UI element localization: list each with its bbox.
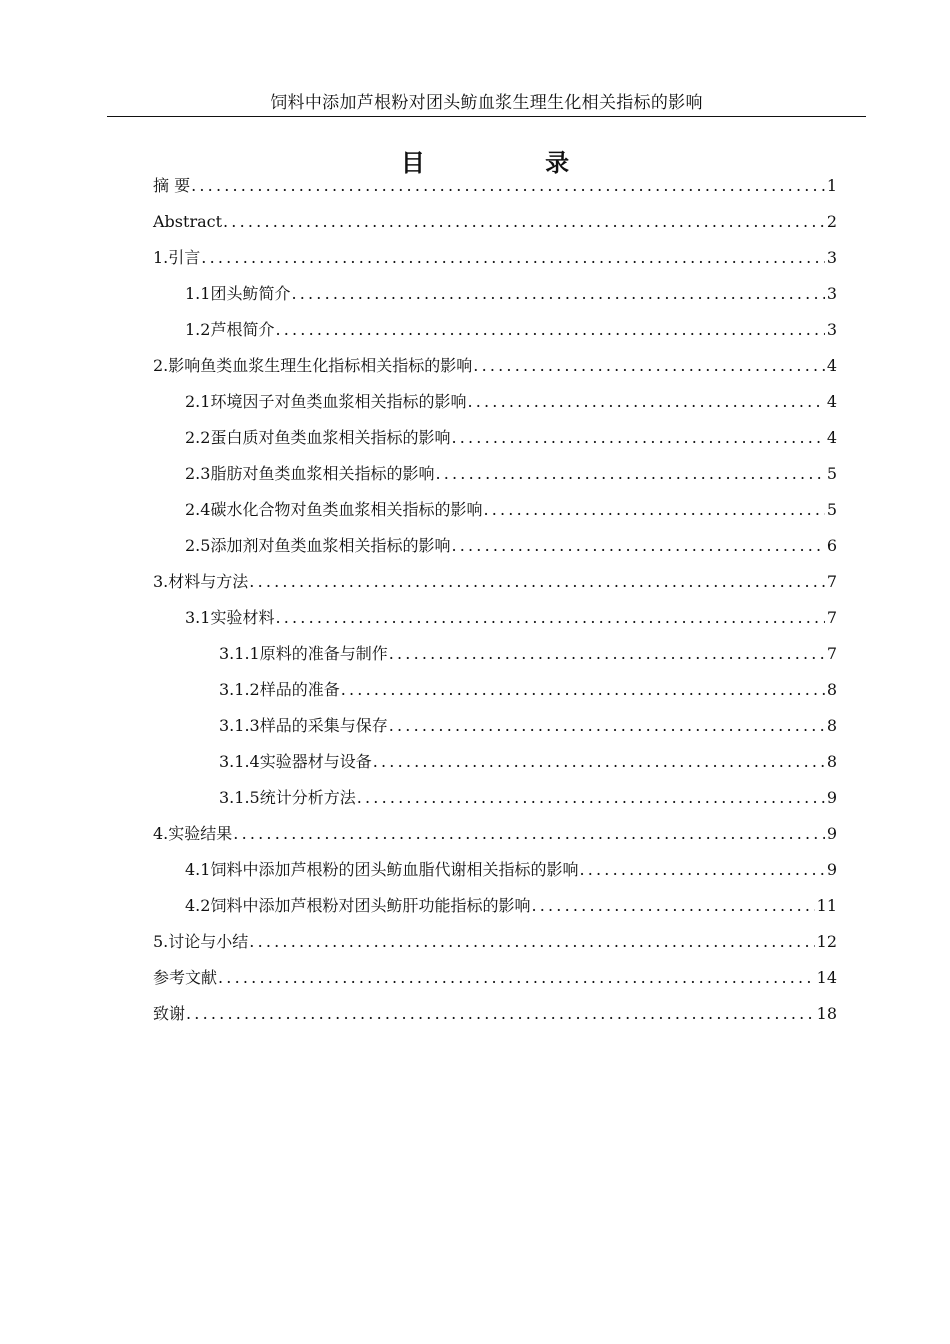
- toc-entry-page-number: 6: [826, 536, 837, 555]
- toc-entry-page-number: 14: [816, 968, 837, 987]
- toc-dot-leader: [389, 641, 825, 667]
- toc-entry-label: 2.4碳水化合物对鱼类血浆相关指标的影响: [185, 500, 483, 519]
- toc-dot-leader: [218, 965, 815, 991]
- toc-entry[interactable]: [153, 965, 837, 991]
- toc-dot-leader: [467, 389, 824, 415]
- toc-dot-leader: [233, 821, 825, 847]
- toc-entry-page-number: 3: [826, 320, 837, 339]
- toc-dot-leader: [473, 353, 825, 379]
- toc-entry-label: 3.1.2样品的准备: [219, 680, 340, 699]
- running-header-title: 饲料中添加芦根粉对团头鲂血浆生理生化相关指标的影响: [270, 93, 703, 113]
- toc-entry-label: 3.1.5统计分析方法: [219, 788, 356, 807]
- toc-dot-leader: [186, 1001, 815, 1027]
- toc-entry-label: 3.1.4实验器材与设备: [219, 752, 372, 771]
- toc-entry[interactable]: [185, 605, 837, 631]
- toc-dot-leader: [483, 497, 824, 523]
- toc-dot-leader: [389, 713, 825, 739]
- toc-dot-leader: [275, 317, 824, 343]
- toc-entry[interactable]: [185, 389, 837, 415]
- toc-entry[interactable]: [153, 353, 837, 379]
- toc-entry[interactable]: [153, 209, 837, 235]
- toc-entry-page-number: 4: [826, 356, 837, 375]
- toc-entry[interactable]: [219, 713, 837, 739]
- toc-dot-leader: [357, 785, 825, 811]
- toc-dot-leader: [531, 893, 814, 919]
- toc-dot-leader: [451, 425, 824, 451]
- toc-entry[interactable]: [153, 1001, 837, 1027]
- toc-entry[interactable]: [153, 929, 837, 955]
- toc-entry-page-number: 3: [826, 284, 837, 303]
- toc-dot-leader: [223, 209, 825, 235]
- toc-entry-page-number: 9: [826, 860, 837, 879]
- toc-entry[interactable]: [185, 281, 837, 307]
- toc-entry-page-number: 7: [826, 572, 837, 591]
- toc-entry-label: 5.讨论与小结: [153, 932, 249, 951]
- header-rule: [107, 116, 866, 117]
- toc-entry-page-number: 4: [826, 392, 837, 411]
- toc-entry-page-number: 3: [826, 248, 837, 267]
- toc-dot-leader: [373, 749, 825, 775]
- toc-entry[interactable]: [185, 857, 837, 883]
- toc-entry-label: 3.1.3样品的采集与保存: [219, 716, 388, 735]
- toc-dot-leader: [201, 245, 825, 271]
- toc-dot-leader: [249, 569, 825, 595]
- toc-entry-label: 1.引言: [153, 248, 201, 267]
- toc-entry-label: 3.材料与方法: [153, 572, 249, 591]
- toc-entry[interactable]: [219, 785, 837, 811]
- toc-entry[interactable]: [219, 677, 837, 703]
- toc-entry-page-number: 9: [826, 824, 837, 843]
- toc-title: 目 录: [400, 149, 626, 177]
- toc-dot-leader: [435, 461, 824, 487]
- toc-entry[interactable]: [153, 245, 837, 271]
- toc-entry[interactable]: [185, 893, 837, 919]
- toc-entry-page-number: 11: [816, 896, 837, 915]
- toc-entry-page-number: 8: [826, 680, 837, 699]
- toc-entry-label: 摘 要: [153, 176, 191, 195]
- toc-entry-label: Abstract: [153, 212, 223, 231]
- toc-entry-page-number: 18: [816, 1004, 837, 1023]
- toc-entry[interactable]: [185, 533, 837, 559]
- toc-entry-page-number: 8: [826, 716, 837, 735]
- toc-entry-label: 致谢: [153, 1004, 186, 1023]
- toc-entry-page-number: 12: [816, 932, 837, 951]
- toc-entry-label: 4.1饲料中添加芦根粉的团头鲂血脂代谢相关指标的影响: [185, 860, 579, 879]
- toc-entry-label: 4.实验结果: [153, 824, 233, 843]
- toc-entry-page-number: 1: [826, 176, 837, 195]
- toc-dot-leader: [249, 929, 814, 955]
- toc-entry-label: 4.2饲料中添加芦根粉对团头鲂肝功能指标的影响: [185, 896, 531, 915]
- toc-entry[interactable]: [153, 821, 837, 847]
- toc-entry[interactable]: [219, 641, 837, 667]
- toc-entry-page-number: 4: [826, 428, 837, 447]
- toc-entry-label: 2.1环境因子对鱼类血浆相关指标的影响: [185, 392, 467, 411]
- toc-entry-page-number: 2: [826, 212, 837, 231]
- toc-entry-label: 2.影响鱼类血浆生理生化指标相关指标的影响: [153, 356, 473, 375]
- toc-entry[interactable]: [185, 317, 837, 343]
- toc-entry-page-number: 7: [826, 644, 837, 663]
- toc-entry-label: 2.3脂肪对鱼类血浆相关指标的影响: [185, 464, 435, 483]
- toc-dot-leader: [291, 281, 824, 307]
- toc-entry[interactable]: [185, 461, 837, 487]
- toc-entry-label: 2.5添加剂对鱼类血浆相关指标的影响: [185, 536, 451, 555]
- toc-dot-leader: [579, 857, 824, 883]
- toc-entry-page-number: 8: [826, 752, 837, 771]
- toc-entry[interactable]: [219, 749, 837, 775]
- toc-entry[interactable]: [153, 569, 837, 595]
- toc-dot-leader: [341, 677, 825, 703]
- toc-entry-label: 2.2蛋白质对鱼类血浆相关指标的影响: [185, 428, 451, 447]
- toc-dot-leader: [451, 533, 824, 559]
- toc-entry-page-number: 5: [826, 500, 837, 519]
- toc-entry-label: 1.1团头鲂简介: [185, 284, 291, 303]
- toc-entry-page-number: 7: [826, 608, 837, 627]
- toc-entry-label: 3.1.1原料的准备与制作: [219, 644, 388, 663]
- toc-entry[interactable]: [185, 425, 837, 451]
- toc-entry-label: 1.2芦根简介: [185, 320, 275, 339]
- toc-entry-page-number: 9: [826, 788, 837, 807]
- toc-dot-leader: [191, 173, 825, 199]
- toc-entry[interactable]: [185, 497, 837, 523]
- toc-dot-leader: [275, 605, 824, 631]
- toc-entry-page-number: 5: [826, 464, 837, 483]
- toc-entry-label: 参考文献: [153, 968, 218, 987]
- toc-entry[interactable]: [153, 173, 837, 199]
- toc-entry-label: 3.1实验材料: [185, 608, 275, 627]
